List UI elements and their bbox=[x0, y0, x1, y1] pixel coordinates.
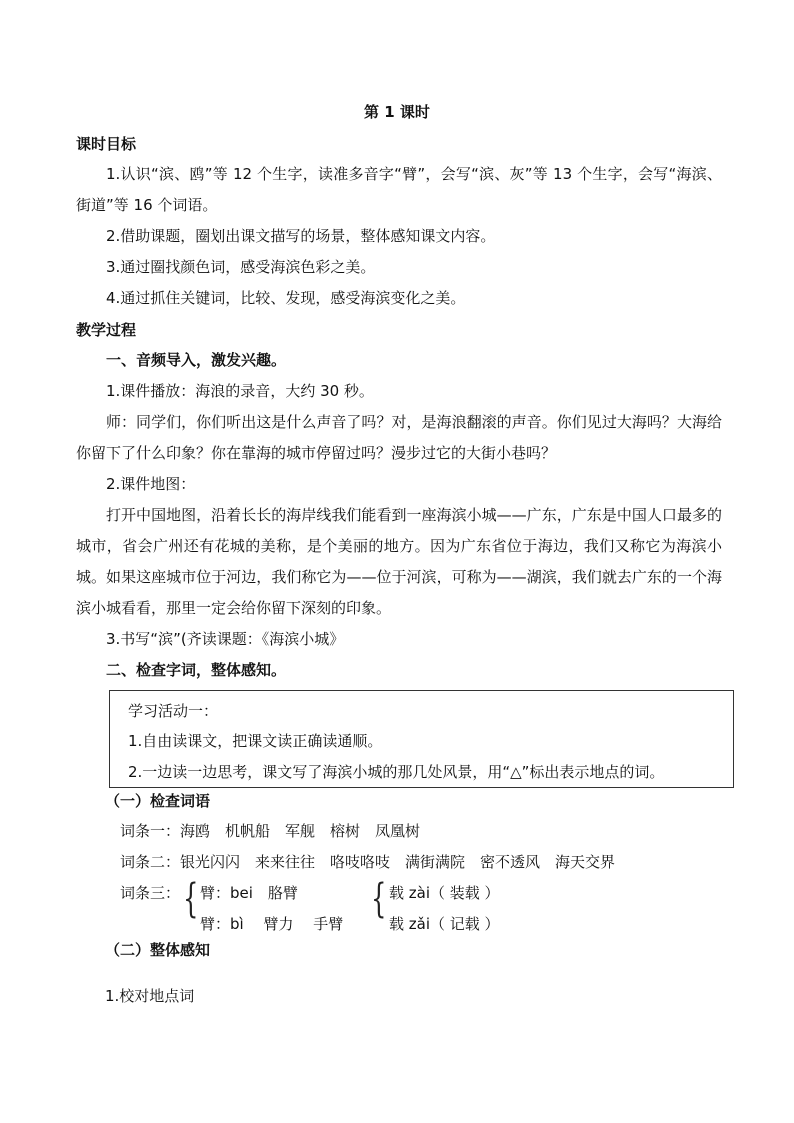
page-title: 第 1 课时 bbox=[364, 103, 430, 121]
goal-item: 3.通过圈找颜色词，感受海滨色彩之美。 bbox=[106, 258, 376, 276]
section1-step2: 2.课件地图： bbox=[106, 475, 196, 493]
polyphone-zai-1: 载 zài（ 装载 ） bbox=[389, 884, 500, 902]
goal-item: 4.通过抓住关键词，比较、发现，感受海滨变化之美。 bbox=[106, 289, 466, 307]
section2-heading: 二、检查字词，整体感知。 bbox=[106, 661, 287, 679]
process-heading: 教学过程 bbox=[76, 321, 137, 339]
activity-title: 学习活动一： bbox=[128, 702, 219, 720]
word-row-1: 词条一：海鸥 机帆船 军舰 榕树 凤凰树 bbox=[120, 822, 421, 840]
sub1-heading: （一）检查词语 bbox=[105, 792, 211, 810]
map-text: 打开中国地图，沿着长长的海岸线我们能看到一座海滨小城——广东，广东是中国人口最多的城市，省会广州还有花城的美称，是个美丽的地方。因为广东省位于海边，我们又称它为海滨小城。如果这座城市位于河边，我们称它为——位于河滨，可称为——湖滨，我们就去广东的一个海滨小城看看，那里一定会给你留下深刻的印象。 bbox=[76, 506, 722, 617]
goals-list bbox=[76, 159, 722, 314]
teacher-text: 师：同学们，你们听出这是什么声音了吗？对，是海浪翻滚的声音。你们见过大海吗？大海给你留下了什么印象？你在靠海的城市停留过吗？漫步过它的大街小巷吗？ bbox=[76, 413, 722, 462]
polyphone-zai-2: 载 zǎi（ 记载 ） bbox=[389, 915, 500, 933]
brace-right: { bbox=[371, 876, 387, 922]
goals-heading: 课时目标 bbox=[76, 135, 137, 153]
polyphone-bi-1: 臂：bei 胳臂 bbox=[200, 884, 298, 902]
goal-item: 2.借助课题，圈划出课文描写的场景，整体感知课文内容。 bbox=[106, 227, 496, 245]
word-row-2: 词条二：银光闪闪 来来往往 咯吱咯吱 满街满院 密不透风 海天交界 bbox=[120, 853, 616, 871]
polyphone-bi-2: 臂：bì 臂力 手臂 bbox=[200, 915, 344, 933]
sub2-step1: 1.校对地点词 bbox=[105, 987, 195, 1005]
section1-step1: 1.课件播放：海浪的录音，大约 30 秒。 bbox=[106, 382, 374, 400]
word-row-3-label: 词条三： bbox=[120, 884, 181, 902]
section1 bbox=[76, 345, 722, 686]
section1-heading: 一、音频导入，激发兴趣。 bbox=[106, 351, 287, 369]
sub2-heading: （二）整体感知 bbox=[105, 941, 211, 959]
activity-item: 1.自由读课文，把课文读正确读通顺。 bbox=[128, 732, 383, 750]
section1-step3: 3.书写“滨”(齐读课题：《海滨小城》 bbox=[106, 630, 345, 648]
activity-item: 2.一边读一边思考，课文写了海滨小城的那几处风景，用“△”标出表示地点的词。 bbox=[128, 763, 665, 781]
goal-item: 1.认识“滨、鸥”等 12 个生字，读准多音字“臂”，会写“滨、灰”等 13 个生字，会写“海滨、街道”等 16 个词语。 bbox=[76, 165, 722, 214]
brace-left: { bbox=[183, 876, 199, 922]
